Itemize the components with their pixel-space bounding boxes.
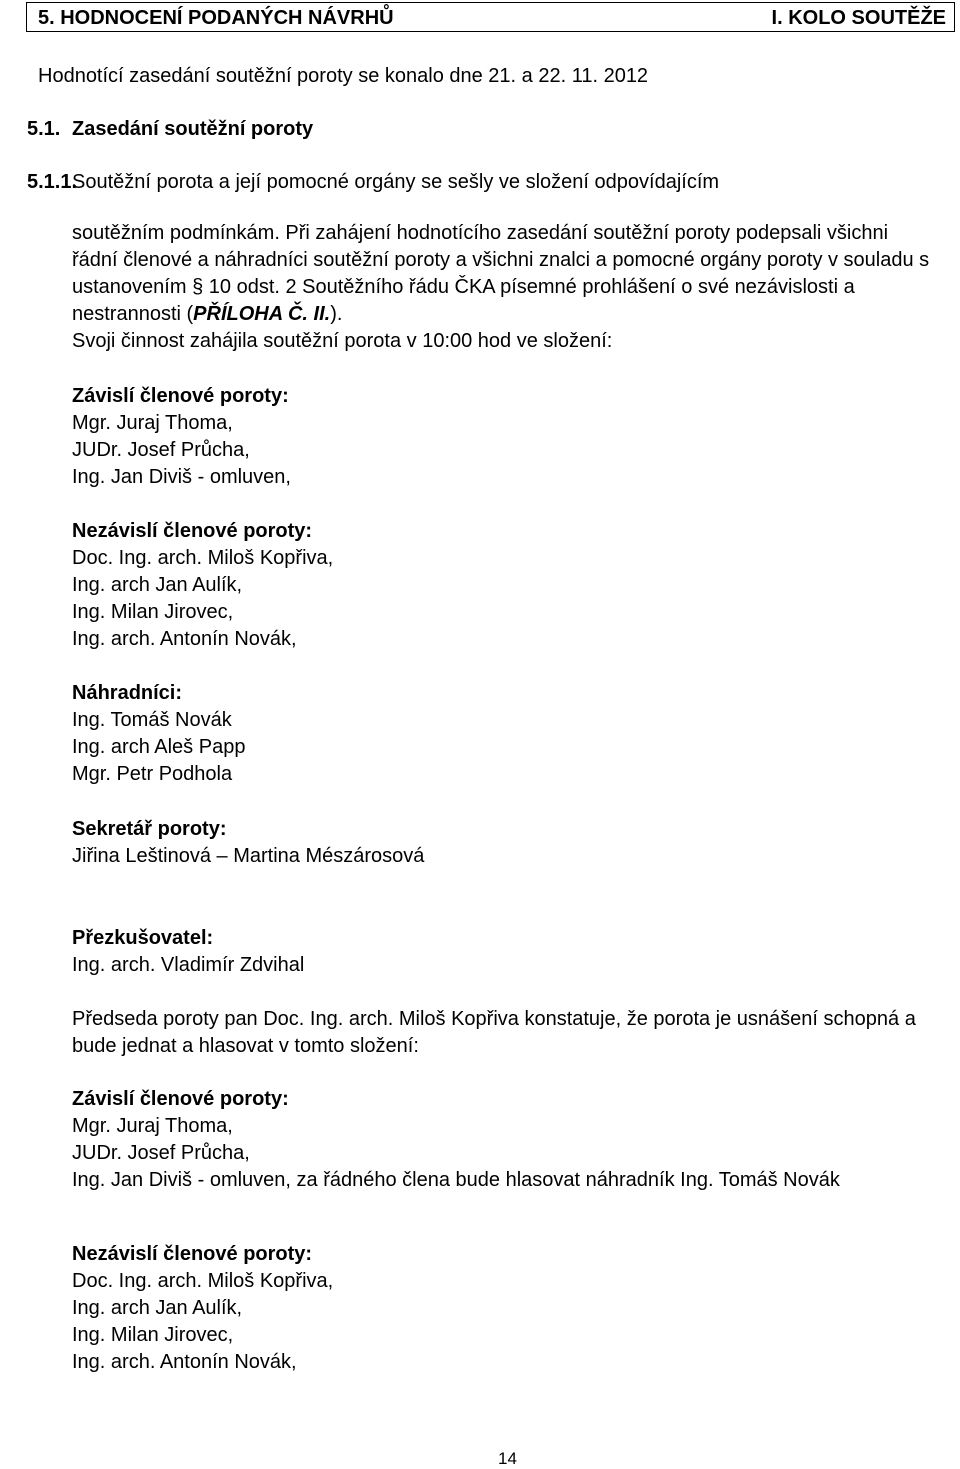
list-item: Ing. arch Jan Aulík, xyxy=(72,1297,243,1319)
list-item: Ing. arch Aleš Papp xyxy=(72,736,246,758)
list-item: Ing. arch Jan Aulík, xyxy=(72,574,243,596)
secretary-block xyxy=(72,816,424,870)
subsection-number: 5.1. xyxy=(27,118,61,140)
list-item: Doc. Ing. arch. Miloš Kopřiva, xyxy=(72,1270,334,1292)
list-item: Ing. Jan Diviš - omluven, za řádného člena bude hlasovat náhradník Ing. Tomáš Novák xyxy=(72,1169,840,1191)
list-heading: Přezkušovatel: xyxy=(72,927,214,949)
chair-statement: Předseda poroty pan Doc. Ing. arch. Miloš Kopřiva konstatuje, že porota je usnášení schopná a bude jednat a hlasovat v tomto složení: xyxy=(72,1008,916,1057)
paragraph-number: 5.1.1. xyxy=(27,171,78,193)
list-item: Mgr. Juraj Thoma, xyxy=(72,412,233,434)
page-number: 14 xyxy=(498,1449,517,1468)
list-item: Ing. arch. Antonín Novák, xyxy=(72,628,297,650)
paragraph-lead: Soutěžní porota a její pomocné orgány se sešly ve složení odpovídajícím xyxy=(72,171,720,193)
list-heading: Závislí členové poroty: xyxy=(72,1088,289,1110)
list-item: Jiřina Leštinová – Martina Mészárosová xyxy=(72,845,425,867)
subsection-title: Zasedání soutěžní poroty xyxy=(72,118,314,140)
reviewer-block xyxy=(72,925,304,979)
voting-dependent-list xyxy=(72,1086,932,1194)
list-item: Ing. Milan Jirovec, xyxy=(72,1324,234,1346)
start-statement: Svoji činnost zahájila soutěžní porota v 10:00 hod ve složení: xyxy=(72,330,613,352)
round-label: I. KOLO SOUTĚŽE xyxy=(771,7,946,29)
list-item: Ing. arch. Vladimír Zdvihal xyxy=(72,954,305,976)
paragraph-body xyxy=(72,220,932,355)
list-heading: Náhradníci: xyxy=(72,682,183,704)
list-heading: Nezávislí členové poroty: xyxy=(72,1243,313,1265)
list-item: Ing. Milan Jirovec, xyxy=(72,601,234,623)
paragraph-text: soutěžním podmínkám. Při zahájení hodnotícího zasedání soutěžní poroty podepsali všichni řádní členové a náhradníci soutěžní poroty a všichni znalci a pomocné orgány poroty v souladu s ustanovením § 10 odst. 2 Soutěžního řádu ČKA písemné prohlášení o své nezávislosti a nestrannosti (PŘÍLOHA Č. II.). xyxy=(72,222,930,325)
annex-reference: PŘÍLOHA Č. II. xyxy=(193,303,331,325)
section-header xyxy=(26,2,955,32)
dependent-members-list xyxy=(72,383,291,491)
section-title: 5. HODNOCENÍ PODANÝCH NÁVRHŮ xyxy=(38,7,394,29)
list-item: Mgr. Juraj Thoma, xyxy=(72,1115,233,1137)
independent-members-list xyxy=(72,518,333,653)
list-heading: Závislí členové poroty: xyxy=(72,385,289,407)
substitutes-list xyxy=(72,680,245,788)
meeting-date-line: Hodnotící zasedání soutěžní poroty se konalo dne 21. a 22. 11. 2012 xyxy=(38,65,649,87)
list-heading: Sekretář poroty: xyxy=(72,818,227,840)
list-item: Ing. Tomáš Novák xyxy=(72,709,232,731)
section-sign: § xyxy=(192,276,204,298)
list-item: Ing. Jan Diviš - omluven, xyxy=(72,466,291,488)
list-heading: Nezávislí členové poroty: xyxy=(72,520,313,542)
list-item: Doc. Ing. arch. Miloš Kopřiva, xyxy=(72,547,334,569)
list-item: Mgr. Petr Podhola xyxy=(72,763,233,785)
list-item: Ing. arch. Antonín Novák, xyxy=(72,1351,297,1373)
list-item: JUDr. Josef Průcha, xyxy=(72,439,250,461)
voting-independent-list xyxy=(72,1241,333,1376)
list-item: JUDr. Josef Průcha, xyxy=(72,1142,250,1164)
